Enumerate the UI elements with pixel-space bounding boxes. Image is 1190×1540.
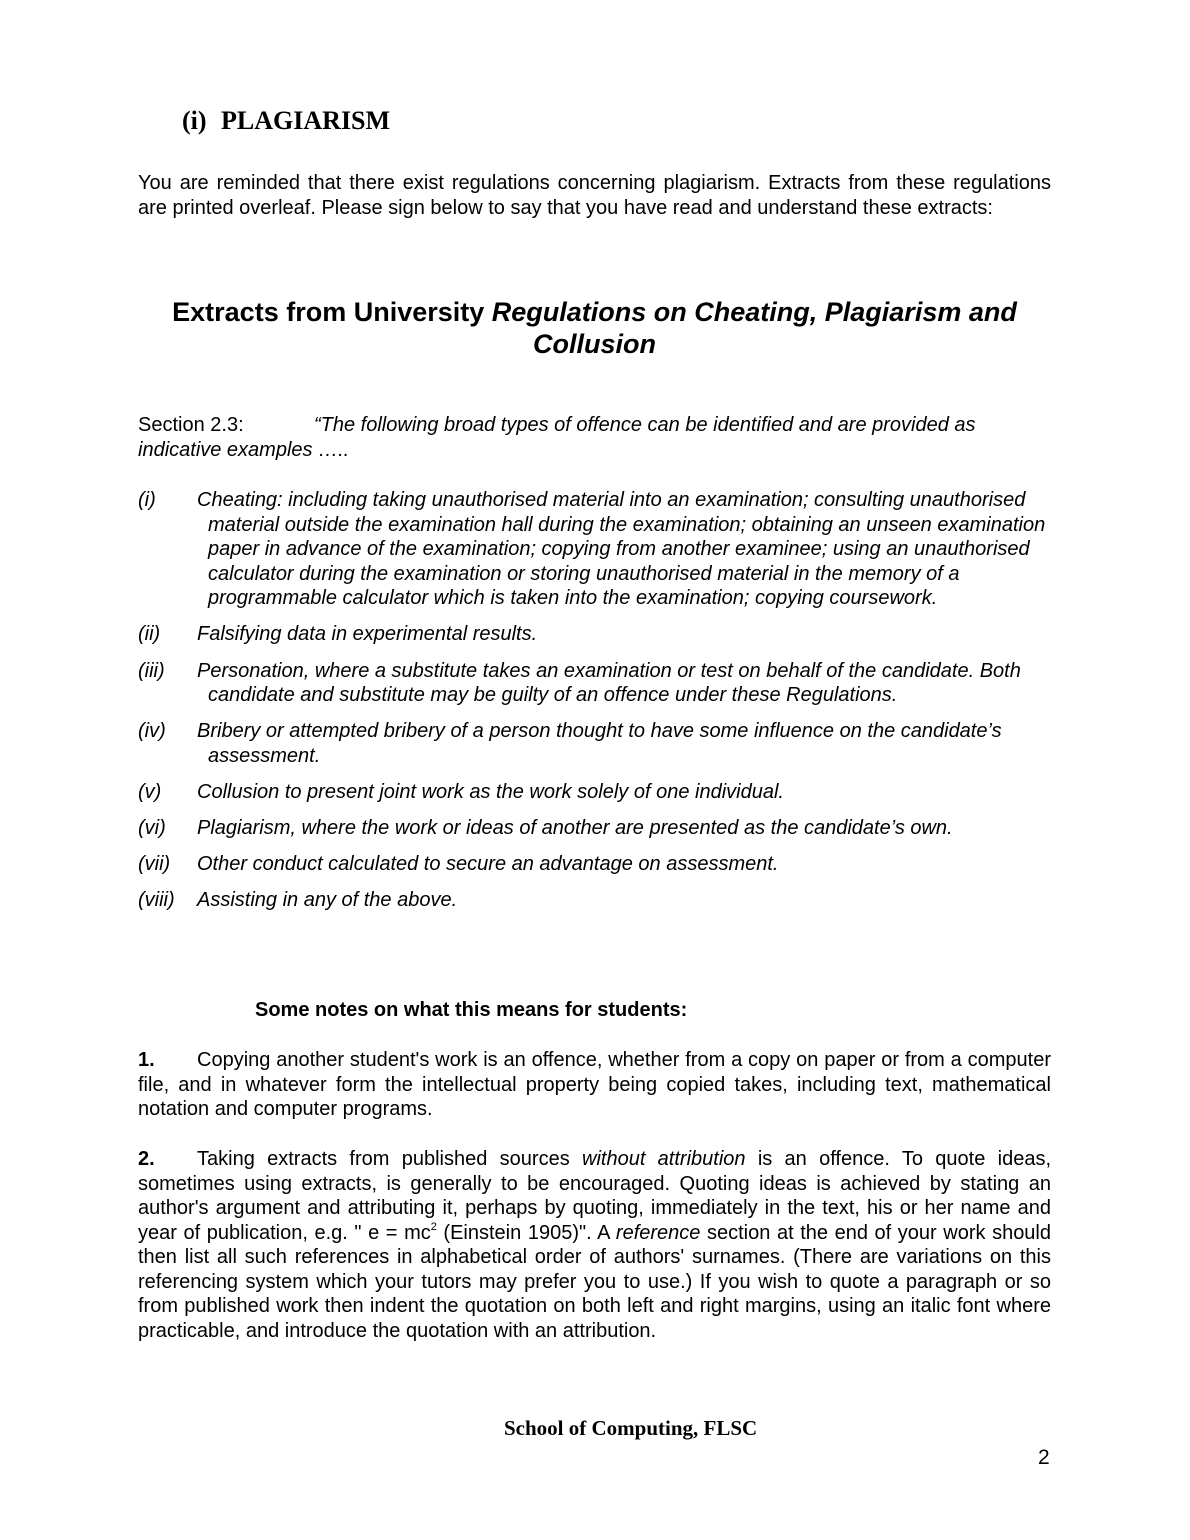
list-item-number: (iii) [138, 659, 165, 682]
section-label: Section 2.3: [138, 414, 244, 436]
list-item [138, 622, 1051, 647]
superscript: 2 [430, 1220, 437, 1233]
offence-list [138, 488, 1051, 924]
list-item-text: Other conduct calculated to secure an advantage on assessment. [197, 853, 779, 876]
page-footer: School of Computing, FLSC [504, 1416, 758, 1440]
note-text-italic: reference [615, 1221, 701, 1244]
list-item [138, 780, 1051, 805]
section-quote: “The following broad types of offence can be identified and are provided as indicative examples ….. [138, 414, 976, 461]
section-heading [182, 106, 390, 136]
list-item-text: Personation, where a substitute takes an examination or test on behalf of the candidate. Both candidate and substitute may be guilty of an offence under these Regulations. [197, 659, 1021, 707]
note-2 [138, 1147, 1051, 1343]
list-item-number: (vii) [138, 853, 171, 876]
list-item-number: (v) [138, 780, 162, 803]
list-item-number: (vi) [138, 817, 166, 840]
list-item [138, 488, 1051, 611]
extract-title-prefix: Extracts from University [172, 297, 492, 327]
list-item [138, 816, 1051, 841]
note-number: 1. [138, 1049, 155, 1071]
list-item-text: Cheating: including taking unauthorised material into an examination; consulting unauthorised material outside the examination hall during the examination; obtaining an unseen examination paper in advance of the examination; copying from another examinee; using an unauthorised calculator during the examination or storing unauthorised material in the memory of a programmable calculator which is taken into the examination; copying coursework. [197, 489, 1046, 610]
notes-heading: Some notes on what this means for students: [255, 999, 688, 1021]
section-heading-title: PLAGIARISM [221, 106, 391, 135]
note-text-italic: without attribution [582, 1148, 746, 1170]
intro-paragraph: You are reminded that there exist regulations concerning plagiarism. Extracts from these regulations are printed overleaf. Please sign below to say that you have read and understand these extracts: [138, 172, 1051, 219]
extract-title [138, 297, 1051, 360]
section-heading-number: (i) [182, 106, 207, 135]
note-text: Copying another student's work is an offence, whether from a copy on paper or from a computer file, and in whatever form the intellectual property being copied takes, including text, mathematical notation and computer programs. [138, 1049, 1051, 1120]
list-item-number: (i) [138, 489, 156, 511]
list-item-text: Plagiarism, where the work or ideas of another are presented as the candidate’s own. [197, 817, 953, 840]
note-text-part: (Einstein 1905)". A [436, 1221, 616, 1244]
list-item [138, 852, 1051, 877]
extract-title-italic: Regulations on Cheating, Plagiarism and Collusion [491, 297, 1017, 359]
list-item-number: (iv) [138, 720, 166, 743]
list-item [138, 719, 1051, 768]
list-item-number: (ii) [138, 623, 161, 646]
list-item-text: Collusion to present joint work as the work solely of one individual. [197, 780, 784, 803]
note-1 [138, 1048, 1051, 1122]
list-item-text: Bribery or attempted bribery of a person thought to have some influence on the candidate’s assessment. [197, 720, 1002, 767]
section-2-3 [138, 413, 1051, 462]
note-text-part: Taking extracts from published sources [197, 1148, 582, 1170]
list-item-text: Falsifying data in experimental results. [197, 623, 538, 646]
list-item [138, 888, 1051, 913]
list-item-text: Assisting in any of the above. [197, 889, 458, 912]
note-text-part: is an offence. To quote ideas, sometimes using extracts, is generally to be encouraged. Quoting ideas is achieved by stating an author's argument and attributing it, perhaps by quoting, immediately in the text, his or her name and year of publication, e.g. " e = mc [138, 1148, 1051, 1244]
note-text-part: section at the end of your work should then list all such references in alphabetical order of authors' surnames. (There are variations on this referencing system which your tutors may prefer you to use.) If you wish to quote a paragraph or so from published work then indent the quotation on both left and right margins, using an italic font where practicable, and introduce the quotation with an attribution. [138, 1221, 1052, 1342]
page-number: 2 [1038, 1446, 1050, 1469]
note-number: 2. [138, 1148, 155, 1170]
list-item-number: (viii) [138, 889, 175, 912]
list-item [138, 659, 1051, 708]
